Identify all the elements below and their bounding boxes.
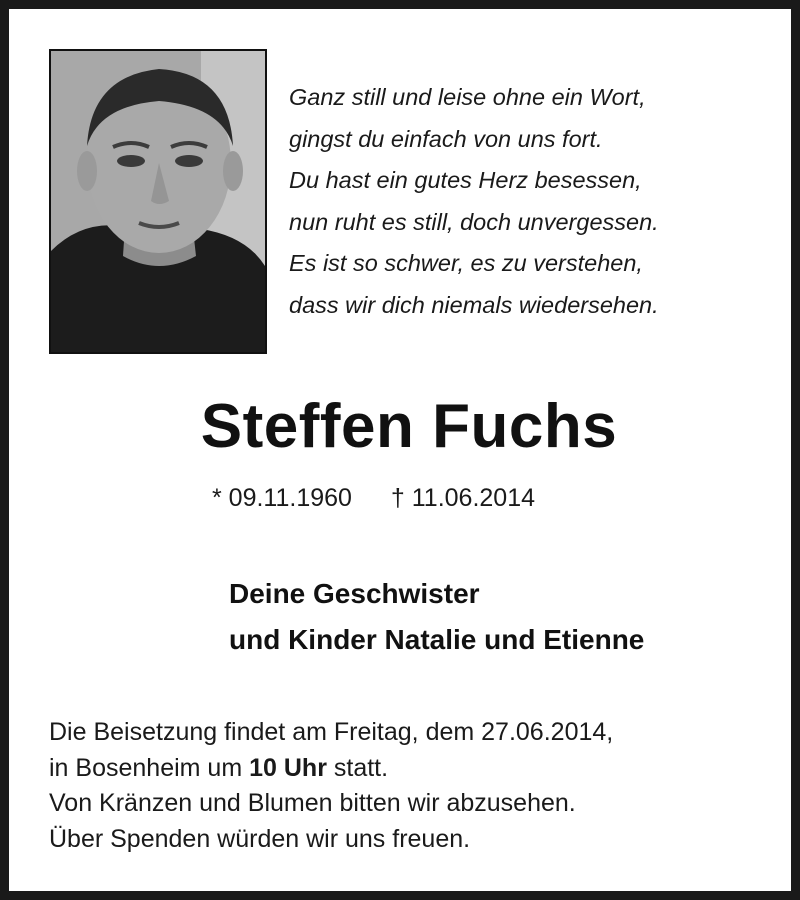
- poem: [289, 77, 659, 326]
- burial-info-line: [49, 751, 613, 787]
- mourners-line: Deine Geschwister: [229, 578, 480, 609]
- burial-time: 10 Uhr: [249, 753, 327, 782]
- poem-line: gingst du einfach von uns fort.: [289, 125, 603, 152]
- mourners-line: und Kinder Natalie und Etienne: [229, 624, 645, 655]
- portrait-photo: [49, 49, 267, 354]
- mourners: [229, 571, 644, 663]
- portrait-photo-image: [51, 51, 265, 352]
- poem-line: Du hast ein gutes Herz besessen,: [289, 167, 642, 193]
- deceased-name: Steffen Fuchs: [200, 392, 618, 461]
- poem-line: Es ist so schwer, es zu verstehen,: [289, 250, 643, 276]
- burial-info: [49, 715, 613, 857]
- burial-place: in Bosenheim um: [49, 753, 243, 782]
- life-dates: [212, 484, 535, 513]
- poem-line: dass wir dich niemals wiedersehen.: [289, 291, 659, 318]
- burial-info-line: Von Kränzen und Blumen bitten wir abzusehen.: [49, 789, 576, 817]
- death-date: † 11.06.2014: [390, 484, 536, 512]
- burial-place-suffix: statt.: [333, 753, 389, 782]
- burial-info-line: Die Beisetzung findet am Freitag, dem 27.06.2014,: [49, 718, 614, 746]
- poem-line: nun ruht es still, doch unvergessen.: [289, 208, 659, 235]
- poem-line: Ganz still und leise ohne ein Wort,: [289, 84, 646, 110]
- birth-date: * 09.11.1960: [212, 484, 352, 512]
- burial-info-line: Über Spenden würden wir uns freuen.: [49, 824, 471, 853]
